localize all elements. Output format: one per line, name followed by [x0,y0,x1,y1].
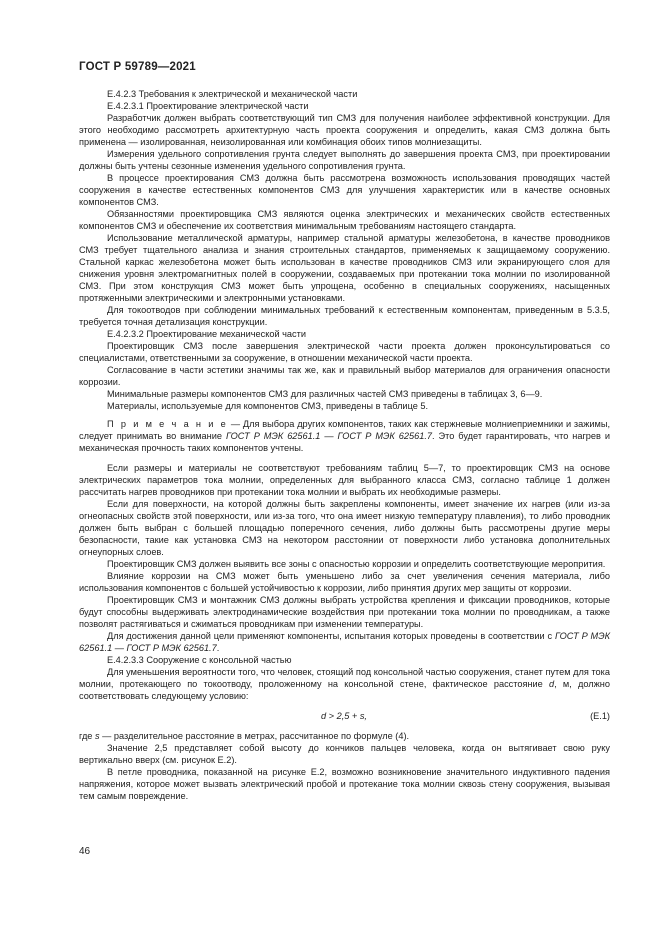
paragraph: Влияние коррозии на СМЗ может быть уменьшено либо за счет увеличения сечения материала, либо использования компонентов с большей устойчивостью к коррозии, либо принятия других мер защиты от коррозии. [79,571,610,593]
paragraph: Разработчик должен выбрать соответствующий тип СМЗ для получения наиболее эффективной конструкции. Для этого необходимо рассмотреть архитектурную часть проекта сооружения и определить, какая СМЗ должна быть применена — изолированная, неизолированная или комбинация обоих типов молниезащиты. [79,113,610,147]
paragraph: Если размеры и материалы не соответствуют требованиям таблиц 5—7, то проектировщик СМЗ на основе электрических параметров тока молнии, определенных для выбранного класса СМЗ, согласно таблице 1 должен рассчитать нагрев проводников при протекании тока молнии и выбрать их необходимые размеры. [79,463,610,497]
subsection-heading: Е.4.2.3.3 Сооружение с консольной частью [107,655,292,665]
paragraph: Проектировщик СМЗ и монтажник СМЗ должны выбрать устройства крепления и фиксации проводников, которые будут способны выдерживать электродинамические воздействия при протекании тока молнии по проводникам, а также позволят растягиваться и сжиматься проводникам при изменении температуры. [79,595,610,629]
note-label: П р и м е ч а н и е [107,419,228,429]
paragraph: Согласование в части эстетики значимы так же, как и правильный выбор материалов для ограничения опасности коррозии. [79,365,610,387]
paragraph: где s — разделительное расстояние в метрах, рассчитанное по формуле (4). [79,731,410,741]
standard-reference: ГОСТ Р МЭК 62561.1 — ГОСТ Р МЭК 62561.7 [79,631,610,653]
variable-d: d [549,679,555,689]
variable-s: s [94,731,100,741]
paragraph: Проектировщик СМЗ должен выявить все зоны с опасностью коррозии и определить соответствующие меропрития. [107,559,606,569]
paragraph: В процессе проектирования СМЗ должна быть рассмотрена возможность использования проводящих частей сооружения в качестве естественных компонентов СМЗ для улучшения характеристик или в качестве основных компонентов СМЗ. [79,173,610,207]
paragraph: Для токоотводов при соблюдении минимальных требований к естественным компонентам, приведенным в 5.3.5, требуется точная детализация конструкции. [79,305,610,327]
paragraph: Если для поверхности, на которой должны быть закреплены компоненты, имеет значение их нагрев (или из-за огнеопасных свойств этой поверхности, или из-за того, что она имеет низкую температуру плавления), то либо проводник должен быть выбран с большей площадью поперечного сечения, либо должны быть рассмотрены другие меры безопасности, такие как установка СМЗ на некотором расстоянии от поверхности либо установка дополнительных огнеупорных слоев. [79,499,610,557]
paragraph: Для достижения данной цели применяют компоненты, испытания которых проведены в соответствии с ГОСТ Р МЭК 62561.1 — ГОСТ Р МЭК 62561.7. [79,631,610,653]
paragraph: Измерения удельного сопротивления грунта следует выполнять до завершения проекта СМЗ, при проектировании должны быть учтены сезонные изменения удельного сопротивления грунта. [79,149,610,171]
paragraph: Значение 2,5 представляет собой высоту до кончиков пальцев человека, когда он вытягивает свою руку вертикально вверх (см. рисунок Е.2). [79,743,610,765]
standard-reference: ГОСТ Р МЭК 62561.1 — ГОСТ Р МЭК 62561.7 [225,431,432,441]
paragraph: Материалы, используемые для компонентов СМЗ, приведены в таблице 5. [107,401,429,411]
paragraph: В петле проводника, показанной на рисунке Е.2, возможно возникновение значительного индуктивного падения напряжения, которое может вызвать электрический пробой и протекание тока молнии сквозь стену сооружения, вызывая тем самым повреждение. [79,767,610,801]
paragraph: Обязанностями проектировщика СМЗ являются оценка электрических и механических свойств естественных компонентов СМЗ и обеспечение их соответствия минимальным требованиям настоящего стандарта. [79,209,610,231]
note-text: . Это будет гарантировать, что нагрев и механическая прочность таких компонентов учтены. [79,431,610,453]
formula-number: (Е.1) [590,711,610,721]
subsection-heading: Е.4.2.3.2 Проектирование механической части [107,329,306,339]
paragraph: Проектировщик СМЗ после завершения электрической части проекта должен проконсультироваться со специалистами, ответственными за сооружение, в отношении механической части проекта. [79,341,610,363]
document-header: ГОСТ Р 59789—2021 [79,61,196,73]
paragraph: Для уменьшения вероятности того, что человек, стоящий под консольной частью сооружения, станет путем для тока молнии, протекающего по токоотводу, проложенному на консольной стене, фактическое расстояние d, м, должно соответствовать следующему условию: [79,667,610,701]
document-body [79,88,610,802]
paragraph: Использование металлической арматуры, например стальной арматуры железобетона, в качестве проводников СМЗ требует тщательного анализа и знания строительных стандартов, применяемых к защищаемому сооружению. Стальной каркас железобетона может быть использован в качестве проводников СМЗ или экранирующего слоя для снижения уровня электромагнитных полей в сооружении, создаваемых при протекании тока молнии по изолированной СМЗ. При этом конструкция СМЗ может быть упрощена, особенно в специальных сооружениях, насыщенных протяженными электрическими и электронными установками. [79,233,610,303]
formula-expression: d > 2,5 + s, [321,711,367,721]
note-text: — Для выбора других компонентов, таких как стержневые молниеприемники и зажимы, следует принимать во внимание [79,419,611,441]
paragraph: Минимальные размеры компонентов СМЗ для различных частей СМЗ приведены в таблицах 3, 6—9. [107,389,543,399]
subsection-heading: Е.4.2.3 Требования к электрической и механической части [107,89,358,99]
note [79,418,610,454]
formula-e1 [79,710,610,722]
subsection-heading: Е.4.2.3.1 Проектирование электрической части [107,101,309,111]
page-number: 46 [79,846,91,857]
